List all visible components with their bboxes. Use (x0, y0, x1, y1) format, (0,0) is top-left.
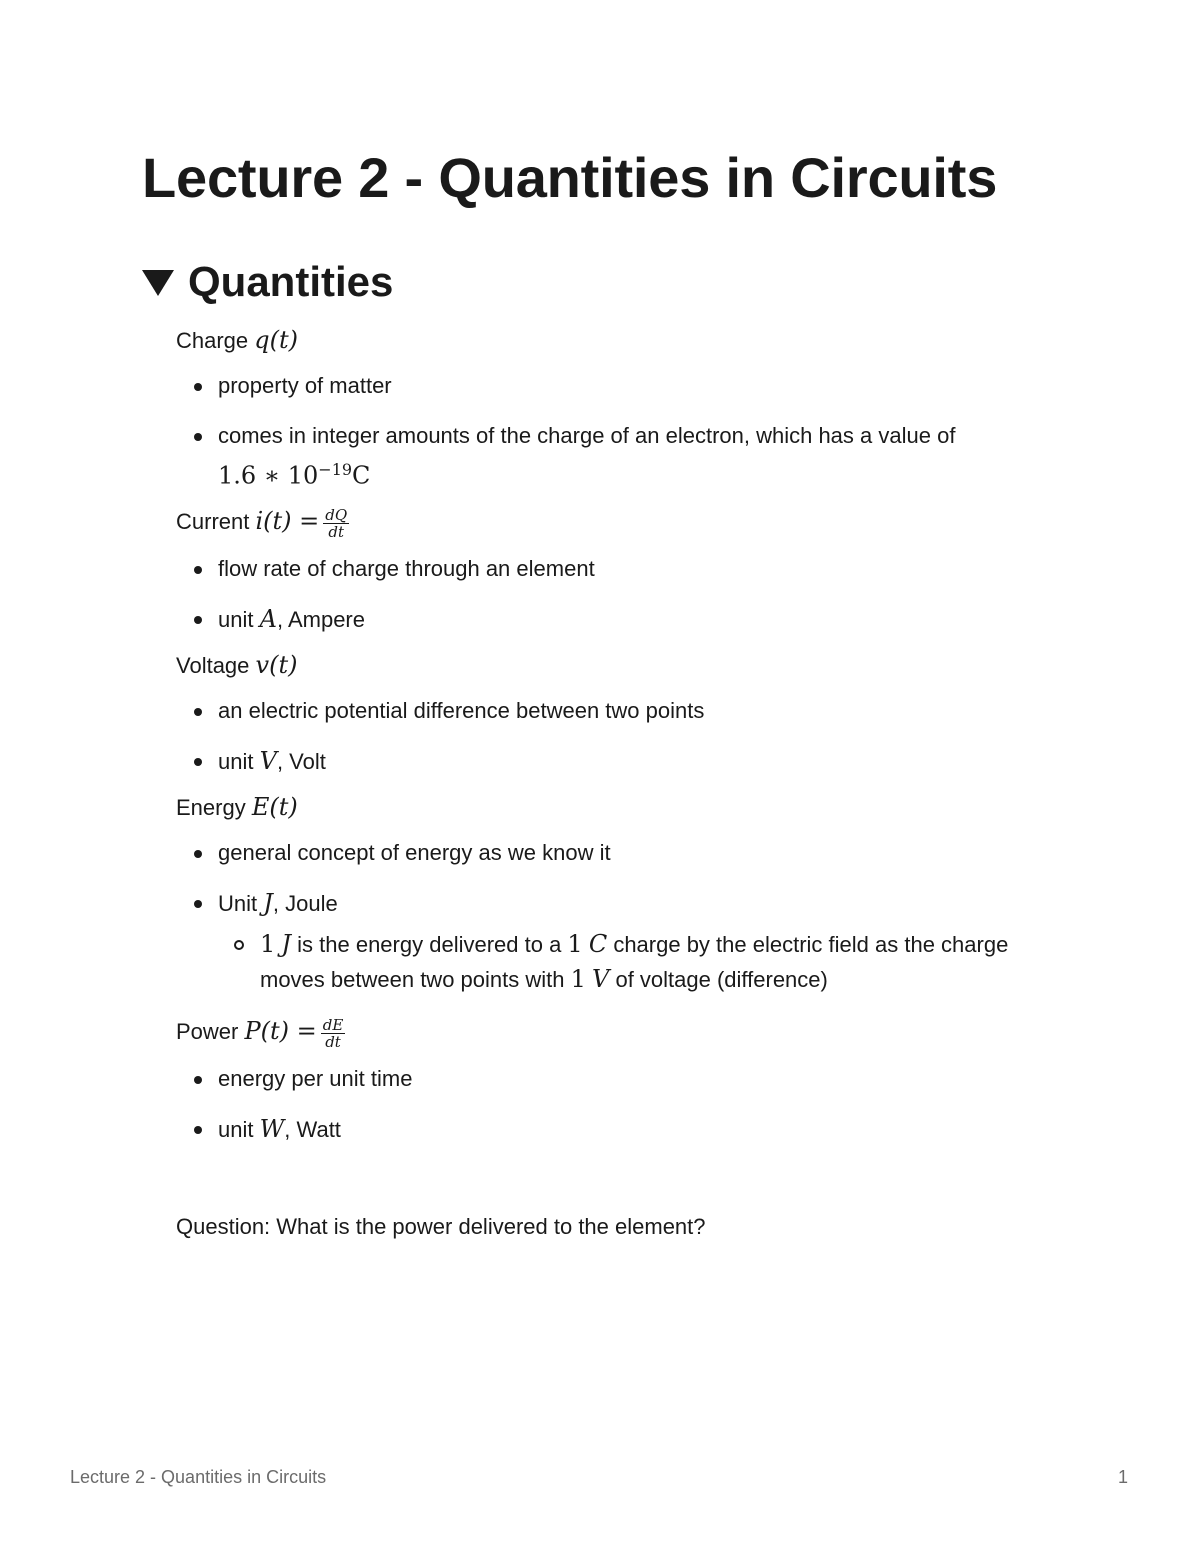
term-current (176, 501, 1056, 544)
energy-sub-bullet-list (218, 921, 1056, 1003)
term-label: Power (176, 1019, 239, 1045)
page-title: Lecture 2 - Quantities in Circuits (142, 146, 998, 209)
unit-prefix: unit (218, 1116, 254, 1142)
voltage-bullet-list (176, 686, 1056, 787)
term-label: Charge (176, 328, 249, 353)
power-bullet-list (176, 1054, 1056, 1155)
toggle-section-quantities[interactable] (142, 254, 393, 310)
math-unit-symbol: V (592, 965, 610, 994)
bullet-text: comes in integer amounts of the charge of an electron, which has a value of (218, 423, 956, 448)
unit-symbol: J (263, 889, 273, 918)
bullet-dot-icon (194, 433, 202, 441)
bullet-dot-icon (194, 850, 202, 858)
term-label: Current (176, 509, 250, 535)
unit-prefix: Unit (218, 891, 258, 917)
bullet-dot-icon (194, 1126, 202, 1134)
term-label: Energy (176, 795, 246, 821)
math-number: 1 (570, 965, 586, 994)
sub-bullet-text: charge by the electric field as the charge moves between two points with (260, 932, 1009, 993)
math-number: 1 (567, 930, 583, 959)
math-symbol: v(t) (255, 651, 298, 680)
toggle-triangle-down-icon[interactable] (142, 270, 174, 296)
bullet-text: energy per unit time (218, 1065, 413, 1091)
math-unit-symbol: C (588, 930, 608, 959)
math-unit: C (352, 461, 371, 490)
fraction-denominator: dt (325, 1032, 341, 1051)
math-fraction (321, 1017, 346, 1050)
bullet-dot-icon (194, 708, 202, 716)
bullet-dot-icon (194, 616, 202, 624)
bullet-dot-icon (194, 758, 202, 766)
math-fraction (323, 507, 349, 540)
section-heading: Quantities (188, 258, 394, 305)
unit-symbol: A (259, 605, 277, 634)
unit-symbol: V (259, 747, 277, 776)
list-item (218, 878, 1056, 1011)
fraction-numerator: dQ (325, 506, 348, 525)
term-charge (176, 320, 1056, 361)
bullet-text: an electric potential difference between two points (218, 698, 705, 724)
math-symbol: E(t) (251, 793, 298, 822)
list-item (218, 544, 1056, 594)
unit-prefix: unit (218, 749, 254, 775)
unit-name: , Watt (284, 1116, 341, 1142)
list-item (218, 594, 1056, 645)
unit-symbol: W (259, 1114, 285, 1143)
term-label: Voltage (176, 653, 250, 679)
bullet-dot-icon (194, 900, 202, 908)
sub-bullet-text: of voltage (difference) (609, 967, 828, 993)
list-item (218, 361, 1056, 411)
section-content (176, 320, 1056, 1265)
term-power (176, 1011, 1056, 1054)
footer-page-number: 1 (1117, 1467, 1128, 1487)
unit-name: , Volt (276, 749, 326, 775)
math-symbol: i(t) = (255, 507, 320, 536)
unit-prefix: unit (218, 607, 254, 633)
list-item (218, 1104, 1056, 1155)
math-unit-symbol: J (281, 930, 292, 959)
fraction-numerator: dE (322, 1015, 344, 1034)
math-symbol: P(t) = (244, 1017, 317, 1046)
list-item (218, 828, 1056, 878)
question-text: Question: What is the power delivered to the element? (176, 1213, 706, 1239)
math-symbol: q(t) (254, 326, 299, 354)
list-item (218, 686, 1056, 736)
bullet-text: property of matter (218, 373, 392, 398)
list-item (218, 736, 1056, 787)
footer-document-title: Lecture 2 - Quantities in Circuits (70, 1467, 327, 1487)
bullet-text: flow rate of charge through an element (218, 556, 595, 582)
math-value: 1.6 ∗ 10 (218, 461, 319, 490)
unit-name: , Ampere (276, 607, 365, 633)
bullet-text: general concept of energy as we know it (218, 840, 611, 866)
fraction-denominator: dt (328, 523, 345, 542)
list-item (260, 921, 1056, 1003)
term-energy (176, 787, 1056, 828)
list-item (218, 1054, 1056, 1104)
bullet-dot-icon (194, 566, 202, 574)
charge-bullet-list (176, 361, 1056, 501)
math-exponent: −19 (318, 460, 353, 479)
term-voltage (176, 645, 1056, 686)
bullet-dot-icon (194, 383, 202, 391)
bullet-circle-icon (234, 940, 244, 950)
unit-name: , Joule (272, 891, 338, 917)
sub-bullet-text: is the energy delivered to a (291, 932, 568, 958)
list-item (218, 411, 1056, 501)
energy-bullet-list (176, 828, 1056, 1011)
math-number: 1 (260, 930, 276, 959)
bullet-dot-icon (194, 1076, 202, 1084)
current-bullet-list (176, 544, 1056, 645)
